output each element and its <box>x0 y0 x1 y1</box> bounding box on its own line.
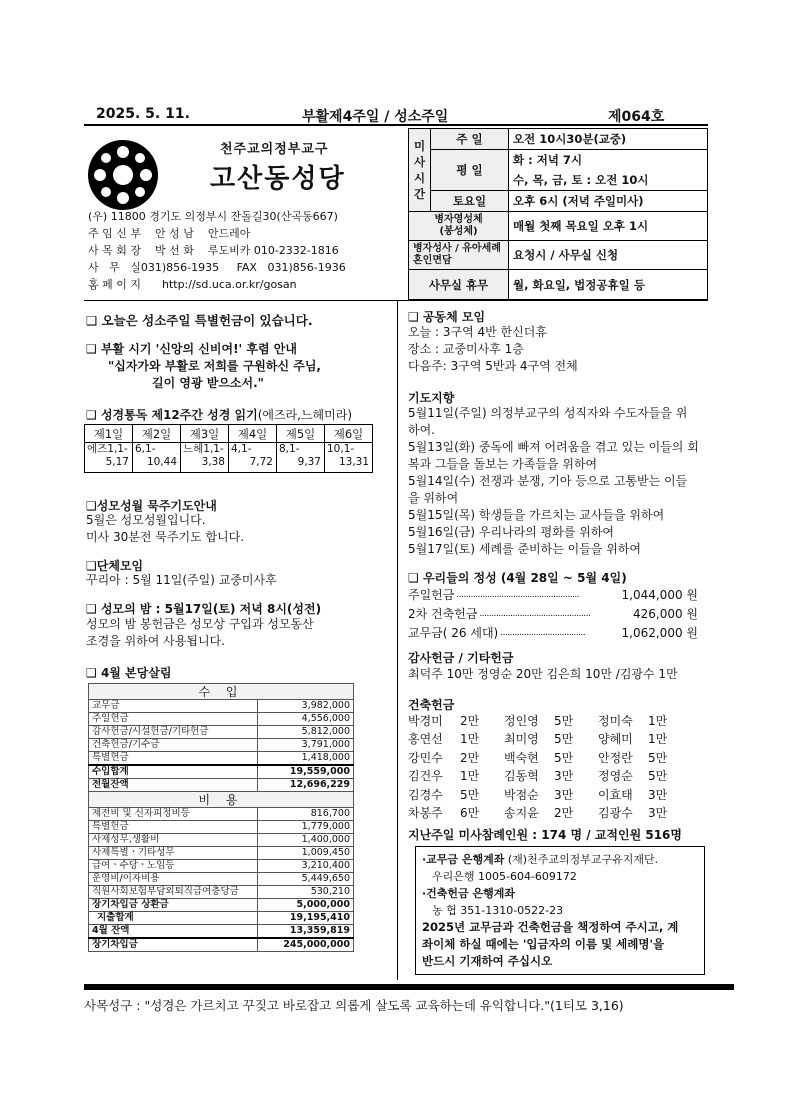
community-line-1: 오늘 : 3구역 4반 한신더휴 <box>408 325 547 339</box>
table-row: 직원사회보험부담외퇴직급여충당금 530,210 <box>89 886 354 899</box>
rosary-line-1: 5월은 성모성월입니다. <box>86 513 206 527</box>
finance-title: ❑ 4월 본당살림 <box>86 666 172 680</box>
table-row: 운영비/이자비용 5,449,650 <box>89 873 354 886</box>
list-item: 강민수 2만 백숙현 5만 안정란 5만 <box>408 750 668 765</box>
bible-day-5: 제5일 <box>277 425 325 443</box>
council-president: 사 목 회 장 박 선 화 루도비카 010-2332-1816 <box>88 244 339 257</box>
group-line-1: 꾸리아 : 5월 11일(주일) 교중미사후 <box>86 573 277 587</box>
bible-title: ❑ 성경통독 제12주간 성경 읽기(에즈라,느헤미라) <box>86 408 353 422</box>
table-row: 주일헌금 4,556,000 <box>89 713 354 726</box>
column-divider <box>397 300 398 980</box>
section-divider <box>84 300 708 301</box>
bulletin-title: 부활제4주일 / 성소주일 <box>302 109 449 125</box>
offering-row: 2차 건축헌금 ............................................... 426,000 원 <box>408 607 698 621</box>
marian-night-title: ❑ 성모의 밤 : 5월17일(토) 저녁 8시(성전) <box>86 602 322 616</box>
prayer-intentions-title: 기도지향 <box>408 391 455 405</box>
table-row: 사제성무,생활비 1,400,000 <box>89 834 354 847</box>
bank-note-2: 좌이체 하실 때에는 '입금자의 이름 및 세례명'을 <box>422 937 665 951</box>
church-logo-icon <box>88 140 158 210</box>
prayer-intentions-list <box>408 405 699 558</box>
bank1-owner: (재)천주교의정부교구유지재단. <box>504 853 659 866</box>
mass-time-label: 미 사 시 간 <box>409 129 431 212</box>
office-phone: 사 무 실031)856-1935 FAX 031)856-1936 <box>88 261 346 274</box>
mass-schedule-table: 미 사 시 간 주 일 오전 10시30분(교중) 평 일 화 : 저녁 7시 수, 목, 금, 토 : 오전 10시 토요일 오후 6시 (저녁 주일미사) 병자영성체 (봉성체) 매월 첫째 목요일 오후 1시 병자성사 / 유아세례 혼인면담 요청시 / 사무실 신청 사무실 휴무 월, 화요일, 법정공휴일 등 <box>408 128 708 300</box>
thanks-line: 최덕주 10만 정영순 20만 김은희 10만 /김광수 1만 <box>408 667 678 681</box>
offering-list <box>408 586 698 643</box>
list-item: 홍연선 1만 최미영 5만 양혜미 1만 <box>408 732 668 747</box>
bible-day-2: 제2일 <box>133 425 181 443</box>
table-row: 건축헌금/기수금 3,791,000 <box>89 739 354 752</box>
table-row: 지출합계 19,195,410 <box>89 912 354 925</box>
table-row: 제전비 및 신자피정비등 816,700 <box>89 808 354 821</box>
bible-reading-table <box>84 424 373 473</box>
offering-row: 교무금( 26 세대) .................................... 1,062,000 원 <box>408 626 698 640</box>
bank2-title: ·건축헌금 은행계좌 <box>422 887 516 900</box>
finance-table <box>88 683 354 952</box>
homepage: 홈 페 이 지 http://sd.uca.or.kr/gosan <box>88 278 297 291</box>
offering-title: ❑ 우리들의 정성 (4월 28일 ~ 5월 4일) <box>408 571 627 585</box>
bible-day-6: 제6일 <box>325 425 373 443</box>
list-item: 차봉주 6만 송지윤 2만 김광수 3만 <box>408 806 668 821</box>
bulletin-date: 2025. 5. 11. <box>96 106 190 122</box>
bank1-title: ·교무금 은행계좌 <box>422 853 505 866</box>
thanks-title: 감사헌금 / 기타헌금 <box>408 651 514 665</box>
table-row: 4월 잔액 13,359,819 <box>89 925 354 939</box>
list-item: 을 위하여 <box>408 491 459 505</box>
community-line-2: 장소 : 교중미사후 1층 <box>408 342 524 356</box>
table-row: 감사헌금/시설헌금/기타헌금 5,812,000 <box>89 726 354 739</box>
bible-ref-1: 에즈1,1- 5,17 <box>85 443 133 473</box>
table-row: 장기차입금 상환금 5,000,000 <box>89 899 354 912</box>
bank-note-1: 2025년 교무금과 건축헌금을 책정하여 주시고, 계 <box>422 920 679 934</box>
offering-row: 주일헌금 .................................................... 1,044,000 원 <box>408 588 698 602</box>
bank1-account: 우리은행 1005-604-609172 <box>432 870 577 883</box>
table-row: 수입합계 19,559,000 <box>89 765 354 779</box>
list-item: 김경수 5만 박점순 3만 이효태 3만 <box>408 787 668 802</box>
bulletin-header <box>84 104 708 126</box>
address: (우) 11800 경기도 의정부시 잔돌길30(산곡동667) <box>88 210 338 223</box>
parish-name: 천주교의정부교구 <box>220 142 329 157</box>
church-name: 고산동성당 <box>210 164 346 194</box>
attendance: 지난주일 미사참례인원 : 174 명 / 교적인원 516명 <box>408 828 682 842</box>
community-line-3: 다음주: 3구역 5반과 4구역 전체 <box>408 359 578 373</box>
church-contact-info <box>88 208 346 293</box>
bible-ref-2: 6,1- 10,44 <box>133 443 181 473</box>
bible-day-3: 제3일 <box>181 425 229 443</box>
footer-divider <box>84 984 734 990</box>
rosary-title: ❑성모성월 묵주기도안내 <box>86 499 217 513</box>
list-item: 5월15일(목) 학생들을 가르치는 교사들을 위하여 <box>408 508 665 522</box>
notice-vocation: ❑ 오늘은 성소주일 특별헌금이 있습니다. <box>86 313 313 328</box>
bible-ref-6: 10,1- 13,31 <box>325 443 373 473</box>
bible-ref-4: 4,1- 7,72 <box>229 443 277 473</box>
building-fund-list <box>408 712 684 822</box>
bulletin-issue: 제064호 <box>608 109 665 125</box>
bank-note-3: 반드시 기재하여 주십시오 <box>422 954 553 968</box>
bible-ref-3: 느헤1,1- 3,38 <box>181 443 229 473</box>
bible-ref-5: 8,1- 9,37 <box>277 443 325 473</box>
finance-section-head: 비 용 <box>89 792 354 808</box>
bible-day-4: 제4일 <box>229 425 277 443</box>
marian-night-line-1: 성모의 밤 봉헌금은 성모상 구입과 성모동산 <box>86 617 314 631</box>
group-title: ❑단체모임 <box>86 559 144 573</box>
rosary-line-2: 미사 30분전 묵주기도 합니다. <box>86 530 245 544</box>
easter-quote-1: "십자가와 부활로 저희를 구원하신 주님, <box>108 359 321 373</box>
easter-quote-2: 길이 영광 받으소서." <box>152 376 264 390</box>
bank-account-box <box>415 846 705 975</box>
table-row: 특별헌금 1,418,000 <box>89 752 354 766</box>
list-item: 5월17일(토) 세례를 준비하는 이들을 위하여 <box>408 542 641 556</box>
table-row: 교무금 3,982,000 <box>89 700 354 713</box>
table-row: 특별헌금 1,779,000 <box>89 821 354 834</box>
building-fund-title: 건축헌금 <box>408 698 455 712</box>
bible-day-1: 제1일 <box>85 425 133 443</box>
bank2-account: 농 협 351-1310-0522-23 <box>432 904 564 917</box>
list-item: 5월11일(주일) 의정부교구의 성직자와 수도자들을 위 <box>408 406 688 420</box>
list-item: 5월16일(금) 우리나라의 평화를 위하여 <box>408 525 615 539</box>
list-item: 김건우 1만 김동혁 3만 정영순 5만 <box>408 769 668 784</box>
marian-night-line-2: 조경을 위하여 사용됩니다. <box>86 634 225 648</box>
easter-title: ❑ 부활 시기 '신앙의 신비여!' 후렴 안내 <box>86 342 297 356</box>
list-item: 5월14일(수) 전쟁과 분쟁, 기아 등으로 고통받는 이들 <box>408 474 688 488</box>
table-row: 장기차입금 245,000,000 <box>89 938 354 952</box>
finance-section-head: 수 입 <box>89 684 354 700</box>
list-item: 하여. <box>408 423 435 437</box>
community-title: ❑ 공동체 모임 <box>408 310 486 324</box>
table-row: 전월잔액 12,696,229 <box>89 779 354 792</box>
list-item: 복과 그들을 돌보는 가족들을 위하여 <box>408 457 598 471</box>
pastor: 주 임 신 부 안 성 남 안드레아 <box>88 227 251 240</box>
table-row: 사제특별ㆍ기타성무 1,009,450 <box>89 847 354 860</box>
footer-verse: 사목성구 : "성경은 가르치고 꾸짖고 바로잡고 의롭게 살도록 교육하는데 유익합니다."(1티모 3,16) <box>84 998 624 1013</box>
list-item: 5월13일(화) 중독에 빠져 어려움을 겪고 있는 이들의 회 <box>408 440 699 454</box>
table-row: 급여ㆍ수당ㆍ노임등 3,210,400 <box>89 860 354 873</box>
list-item: 박경미 2만 정인영 5만 정미숙 1만 <box>408 714 668 728</box>
